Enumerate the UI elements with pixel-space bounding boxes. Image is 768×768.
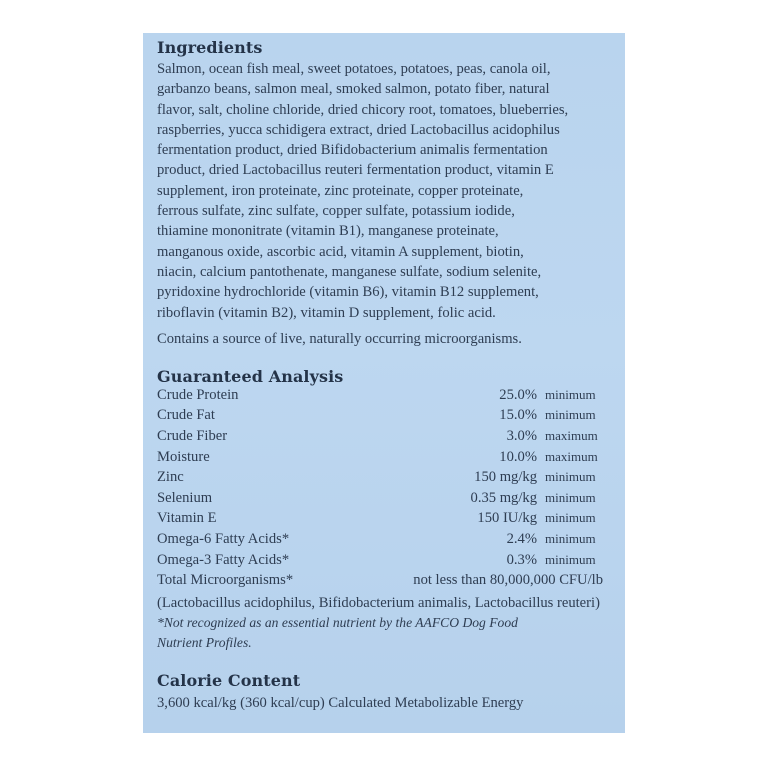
nutrient-qualifier: minimum bbox=[545, 407, 596, 423]
nutrient-value: 0.3% bbox=[506, 551, 537, 568]
nutrient-name: Total Microorganisms* bbox=[157, 572, 294, 589]
ingredients-line: manganous oxide, ascorbic acid, vitamin A supplement, biotin, bbox=[157, 243, 524, 260]
analysis-row bbox=[157, 387, 603, 408]
nutrient-value: 150 mg/kg bbox=[474, 469, 537, 486]
nutrient-qualifier: minimum bbox=[545, 531, 596, 547]
nutrient-value: not less than 80,000,000 CFU/lb bbox=[413, 572, 603, 589]
footnote-line: Nutrient Profiles. bbox=[157, 634, 252, 650]
nutrient-qualifier: minimum bbox=[545, 551, 596, 567]
nutrient-value: 25.0% bbox=[499, 386, 537, 403]
ingredients-line: supplement, iron proteinate, zinc proteinate, copper proteinate, bbox=[157, 182, 524, 199]
calorie-content-text: 3,600 kcal/kg (360 kcal/cup) Calculated Metabolizable Energy bbox=[157, 694, 524, 711]
analysis-row bbox=[157, 428, 603, 449]
ingredients-line: niacin, calcium pantothenate, manganese sulfate, sodium selenite, bbox=[157, 263, 542, 280]
analysis-row bbox=[157, 552, 603, 573]
nutrient-name: Zinc bbox=[157, 469, 184, 486]
nutrient-value: 150 IU/kg bbox=[477, 510, 537, 527]
ingredients-line: product, dried Lactobacillus reuteri fermentation product, vitamin E bbox=[157, 162, 554, 179]
footnote-line: *Not recognized as an essential nutrient by the AAFCO Dog Food bbox=[157, 614, 518, 630]
ingredients-heading: Ingredients bbox=[157, 38, 263, 57]
ingredients-line: pyridoxine hydrochloride (vitamin B6), vitamin B12 supplement, bbox=[157, 284, 539, 301]
analysis-row bbox=[157, 572, 603, 593]
nutrient-name: Crude Fat bbox=[157, 407, 215, 424]
nutrient-qualifier: minimum bbox=[545, 386, 596, 402]
guaranteed-analysis-table bbox=[157, 387, 603, 593]
nutrition-label-panel bbox=[143, 33, 625, 733]
nutrient-name: Omega-6 Fatty Acids* bbox=[157, 531, 290, 548]
ingredients-line: flavor, salt, choline chloride, dried chicory root, tomatoes, blueberries, bbox=[157, 101, 569, 118]
nutrient-value: 15.0% bbox=[499, 407, 537, 424]
nutrient-name: Crude Protein bbox=[157, 386, 239, 403]
analysis-row bbox=[157, 490, 603, 511]
nutrient-name: Selenium bbox=[157, 489, 213, 506]
nutrient-qualifier: maximum bbox=[545, 448, 598, 464]
ingredients-line: thiamine mononitrate (vitamin B1), manganese proteinate, bbox=[157, 223, 499, 240]
aafco-footnote bbox=[157, 613, 615, 653]
ingredients-line: riboflavin (vitamin B2), vitamin D supplement, folic acid. bbox=[157, 304, 496, 321]
ingredients-line: fermentation product, dried Bifidobacterium animalis fermentation bbox=[157, 142, 548, 159]
ingredients-line: garbanzo beans, salmon meal, smoked salmon, potato fiber, natural bbox=[157, 81, 550, 98]
analysis-row bbox=[157, 531, 603, 552]
ingredients-line: ferrous sulfate, zinc sulfate, copper sulfate, potassium iodide, bbox=[157, 203, 515, 220]
nutrient-name: Vitamin E bbox=[157, 510, 217, 527]
calorie-content-heading: Calorie Content bbox=[157, 670, 301, 690]
guaranteed-analysis-heading: Guaranteed Analysis bbox=[157, 366, 344, 386]
nutrient-qualifier: maximum bbox=[545, 428, 598, 444]
nutrient-value: 0.35 mg/kg bbox=[470, 489, 537, 506]
nutrient-qualifier: minimum bbox=[545, 469, 596, 485]
microorganisms-statement: Contains a source of live, naturally occurring microorganisms. bbox=[157, 330, 522, 347]
nutrient-name: Omega-3 Fatty Acids* bbox=[157, 551, 290, 568]
nutrient-value: 3.0% bbox=[506, 428, 537, 445]
nutrient-value: 2.4% bbox=[506, 531, 537, 548]
nutrient-qualifier: minimum bbox=[545, 510, 596, 526]
analysis-row bbox=[157, 407, 603, 428]
nutrient-value: 10.0% bbox=[499, 448, 537, 465]
nutrient-qualifier: minimum bbox=[545, 489, 596, 505]
ingredients-line: Salmon, ocean fish meal, sweet potatoes, potatoes, peas, canola oil, bbox=[157, 61, 551, 77]
microorganism-species: (Lactobacillus acidophilus, Bifidobacterium animalis, Lactobacillus reuteri) bbox=[157, 594, 600, 611]
analysis-row bbox=[157, 449, 603, 470]
analysis-row bbox=[157, 469, 603, 490]
analysis-row bbox=[157, 510, 603, 531]
ingredients-list bbox=[157, 59, 615, 323]
nutrient-name: Crude Fiber bbox=[157, 428, 228, 445]
ingredients-line: raspberries, yucca schidigera extract, dried Lactobacillus acidophilus bbox=[157, 121, 560, 138]
nutrient-name: Moisture bbox=[157, 448, 210, 465]
